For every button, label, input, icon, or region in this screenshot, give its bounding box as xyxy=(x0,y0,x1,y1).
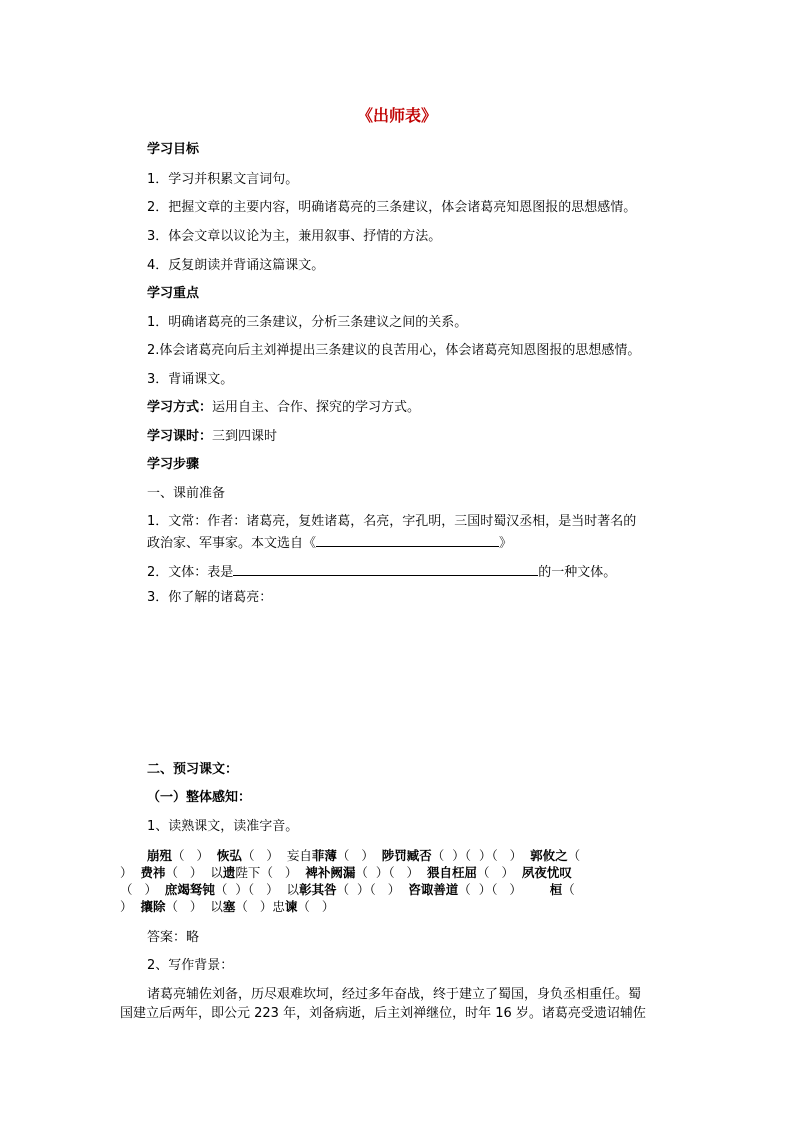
paren-close: ） xyxy=(509,882,522,897)
paren-close: ） xyxy=(189,865,203,880)
pron-word: 菲薄 xyxy=(311,848,337,863)
background-line-2: 国建立后两年，即公元 223 年，刘备病逝，后主刘禅继位，时年 16 岁。诸葛亮受遗诏辅佐 xyxy=(120,1006,646,1021)
background-line-1: 诸葛亮辅佐刘备，历尽艰难坎坷，经过多年奋战，终于建立了蜀国，身负丞相重任。蜀 xyxy=(147,987,642,1002)
paren-open: （ xyxy=(241,848,255,863)
pron-word: 裨补阙漏 xyxy=(305,865,356,880)
hours-label: 学习课时： xyxy=(147,429,213,444)
prep-item-3: 3．你了解的诸葛亮： xyxy=(147,590,273,605)
preview-sub-heading: （一）整体感知： xyxy=(147,790,252,805)
goal-item-2: 2．把握文章的主要内容，明确诸葛亮的三条建议，体会诸葛亮知恩图报的思想感情。 xyxy=(147,200,637,215)
preview-item-2: 2、写作背景： xyxy=(147,958,234,973)
pron-text: 陛下 xyxy=(235,865,261,880)
pron-line-2 xyxy=(120,864,572,882)
paren-open: （ xyxy=(336,848,350,863)
paren-open: （ xyxy=(431,848,445,863)
paren-close: ） xyxy=(120,899,133,914)
paren-open: （ xyxy=(260,865,273,880)
paren-pair: ）（ xyxy=(235,882,255,897)
paren-open: （ xyxy=(172,848,185,863)
paren-close: ） xyxy=(406,865,420,880)
method-line xyxy=(147,399,420,417)
paren-open: （ xyxy=(477,865,490,880)
paren-close: ） xyxy=(387,882,401,897)
pron-word: 郭攸之 xyxy=(530,848,568,863)
pron-word: 谏 xyxy=(284,899,298,914)
pron-word: 遗 xyxy=(222,865,236,880)
pron-line-3 xyxy=(120,881,575,899)
paren-close: ） xyxy=(509,848,523,863)
paren-pair: ）（ xyxy=(478,848,498,863)
pron-word: 咨诹善道 xyxy=(408,882,459,897)
paren-close: ） xyxy=(501,865,514,880)
page-title xyxy=(0,107,794,125)
paren-close: ） xyxy=(259,899,273,914)
prep-item-2-suffix: 的一种文体。 xyxy=(538,565,617,580)
paren-open: （ xyxy=(458,882,471,897)
source-book-blank[interactable] xyxy=(316,532,499,547)
paren-open: （ xyxy=(235,899,248,914)
paren-open: （ xyxy=(214,882,228,897)
pron-word: 猥自枉屈 xyxy=(426,865,477,880)
paren-close: ） xyxy=(196,848,209,863)
pron-word: 恢弘 xyxy=(216,848,242,863)
paren-pair: ）（ xyxy=(375,865,395,880)
key-points-heading: 学习重点 xyxy=(147,286,200,301)
paren-open: （ xyxy=(120,882,133,897)
paren-close: ） xyxy=(284,865,298,880)
pron-line-1 xyxy=(147,847,580,865)
method-label: 学习方式： xyxy=(147,400,213,415)
prep-item-1-suffix: 》 xyxy=(499,536,513,551)
prep-item-2 xyxy=(147,561,616,582)
paren-open: （ xyxy=(336,882,350,897)
hours-line xyxy=(147,428,277,446)
paren-open: （ xyxy=(562,882,575,897)
paren-pair: ）（ xyxy=(452,848,472,863)
paren-open: （ xyxy=(165,865,178,880)
pron-text: 忠 xyxy=(272,899,285,914)
prep-heading: 一、课前准备 xyxy=(147,486,226,501)
pron-word: 费祎 xyxy=(140,865,166,880)
paren-open: （ xyxy=(567,848,581,863)
pron-word: 庶竭驽钝 xyxy=(164,882,215,897)
hours-text: 三到四课时 xyxy=(212,429,278,444)
paren-close: ） xyxy=(266,882,279,897)
paren-close: ） xyxy=(144,882,157,897)
paren-close: ） xyxy=(189,899,203,914)
method-text: 运用自主、合作、探究的学习方式。 xyxy=(212,400,421,415)
goal-item-1: 1．学习并积累文言词句。 xyxy=(147,172,299,187)
goal-item-4: 4．反复朗读并背诵这篇课文。 xyxy=(147,258,325,273)
goals-heading: 学习目标 xyxy=(147,142,200,157)
pron-text: 妄自 xyxy=(286,848,312,863)
pron-word: 陟罚臧否 xyxy=(381,848,432,863)
pron-word: 彰其咎 xyxy=(299,882,337,897)
steps-heading: 学习步骤 xyxy=(147,457,200,472)
paren-pair: ）（ xyxy=(478,882,498,897)
pron-text: 以 xyxy=(210,865,223,880)
pron-word: 攘除 xyxy=(140,899,166,914)
pron-word: 夙夜忧叹 xyxy=(521,865,572,880)
key-point-item-3: 3．背诵课文。 xyxy=(147,372,234,387)
paren-close: ） xyxy=(120,865,133,880)
paren-close: ） xyxy=(266,848,279,863)
genre-blank[interactable] xyxy=(233,561,538,576)
paren-open: （ xyxy=(297,899,310,914)
preview-heading: 二、预习课文： xyxy=(147,762,239,777)
paren-open: （ xyxy=(165,899,178,914)
pron-text: 以 xyxy=(286,882,300,897)
prep-item-1-line-2 xyxy=(147,532,512,553)
pron-line-4 xyxy=(120,898,334,916)
prep-item-2-prefix: 2．文体：表是 xyxy=(147,565,234,580)
paren-pair: ）（ xyxy=(357,882,376,897)
prep-item-1-line-1: 1．文常：作者：诸葛亮，复姓诸葛，名亮，字孔明，三国时蜀汉丞相，是当时著名的 xyxy=(147,514,637,529)
pron-word: 桓 xyxy=(549,882,563,897)
key-point-item-2: 2.体会诸葛亮向后主刘禅提出三条建议的良苦用心，体会诸葛亮知恩图报的思想感情。 xyxy=(147,343,641,358)
pron-word: 塞 xyxy=(222,899,236,914)
goal-item-3: 3．体会文章以议论为主，兼用叙事、抒情的方法。 xyxy=(147,229,442,244)
paren-open: （ xyxy=(355,865,368,880)
paren-close: ） xyxy=(361,848,374,863)
paren-close: ） xyxy=(321,899,335,914)
page-title-text: 《出师表》 xyxy=(356,106,437,125)
prep-item-1-prefix: 政治家、军事家。本文选自《 xyxy=(147,536,317,551)
pron-text: 以 xyxy=(210,899,223,914)
preview-item-1: 1、读熟课文，读准字音。 xyxy=(147,819,299,834)
answer-line: 答案：略 xyxy=(147,930,200,945)
pron-word: 崩殂 xyxy=(147,848,173,863)
key-point-item-1: 1．明确诸葛亮的三条建议，分析三条建议之间的关系。 xyxy=(147,315,468,330)
